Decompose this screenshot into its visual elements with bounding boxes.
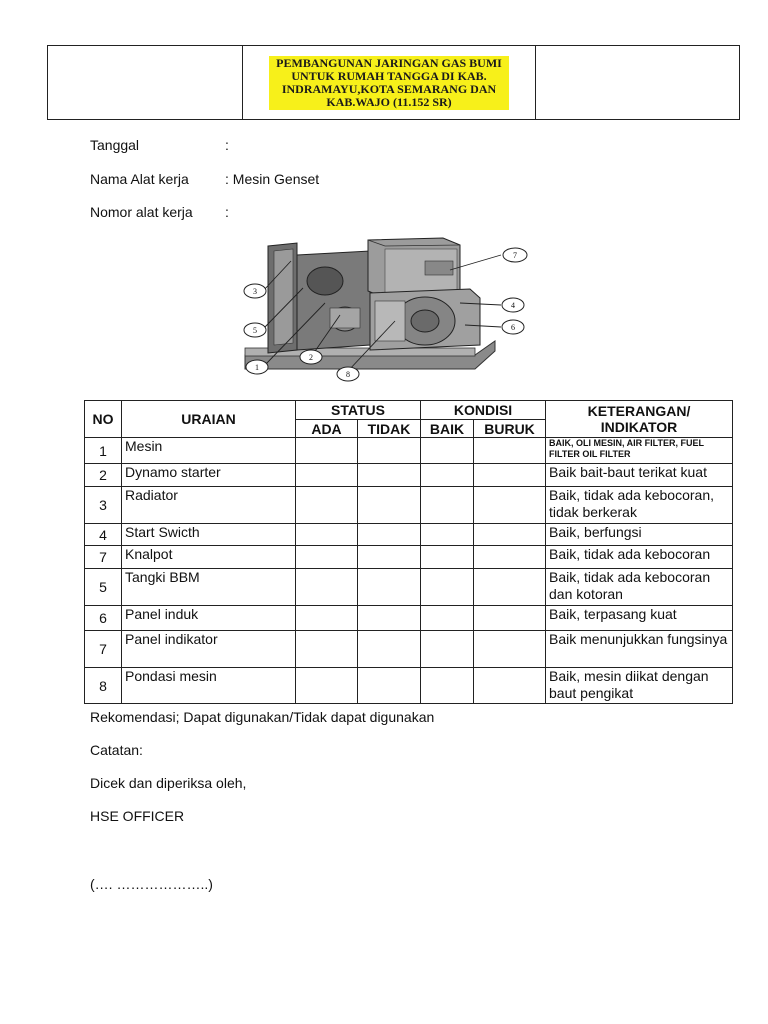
callout-2: 2 xyxy=(309,353,313,362)
row-keterangan: Baik, tidak ada kebocoran xyxy=(546,546,733,569)
kondisi-baik-cell[interactable] xyxy=(421,569,474,606)
row-no: 3 xyxy=(85,487,122,524)
row-keterangan: Baik, tidak ada kebocoran dan kotoran xyxy=(546,569,733,606)
table-row xyxy=(85,631,733,668)
header-baik: BAIK xyxy=(421,420,474,438)
status-tidak-cell[interactable] xyxy=(358,606,421,631)
status-ada-cell[interactable] xyxy=(296,438,358,464)
callout-3: 3 xyxy=(253,287,257,296)
kondisi-baik-cell[interactable] xyxy=(421,631,474,668)
kondisi-baik-cell[interactable] xyxy=(421,438,474,464)
status-tidak-cell[interactable] xyxy=(358,668,421,704)
notes-label: Catatan: xyxy=(90,742,143,758)
row-keterangan: Baik menunjukkan fungsinya xyxy=(546,631,733,668)
header-status: STATUS xyxy=(296,401,421,420)
status-ada-cell[interactable] xyxy=(296,668,358,704)
callout-5: 5 xyxy=(253,326,257,335)
row-no: 4 xyxy=(85,524,122,546)
row-keterangan: Baik bait-baut terikat kuat xyxy=(546,464,733,487)
status-ada-cell[interactable] xyxy=(296,487,358,524)
hse-officer-label: HSE OFFICER xyxy=(90,808,185,824)
row-no: 7 xyxy=(85,546,122,569)
row-uraian: Panel indikator xyxy=(122,631,296,668)
header-keterangan: KETERANGAN/ INDIKATOR xyxy=(546,401,733,438)
row-keterangan: Baik, tidak ada kebocoran, tidak berkerak xyxy=(546,487,733,524)
header-tidak: TIDAK xyxy=(358,420,421,438)
row-no: 5 xyxy=(85,569,122,606)
equipment-name-value: : Mesin Genset xyxy=(225,171,320,187)
row-keterangan: Baik, mesin diikat dengan baut pengikat xyxy=(546,668,733,704)
status-tidak-cell[interactable] xyxy=(358,464,421,487)
row-no: 2 xyxy=(85,464,122,487)
kondisi-baik-cell[interactable] xyxy=(421,464,474,487)
status-tidak-cell[interactable] xyxy=(358,487,421,524)
date-label: Tanggal xyxy=(90,137,140,153)
status-ada-cell[interactable] xyxy=(296,524,358,546)
status-ada-cell[interactable] xyxy=(296,606,358,631)
date-separator: : xyxy=(225,137,229,153)
kondisi-buruk-cell[interactable] xyxy=(474,569,546,606)
row-uraian: Tangki BBM xyxy=(122,569,296,606)
row-uraian: Knalpot xyxy=(122,546,296,569)
status-tidak-cell[interactable] xyxy=(358,546,421,569)
status-tidak-cell[interactable] xyxy=(358,438,421,464)
header-kondisi: KONDISI xyxy=(421,401,546,420)
row-no: 1 xyxy=(85,438,122,464)
callout-4: 4 xyxy=(511,301,515,310)
kondisi-baik-cell[interactable] xyxy=(421,487,474,524)
row-uraian: Start Swicth xyxy=(122,524,296,546)
checked-by-text: Dicek dan diperiksa oleh, xyxy=(90,775,247,791)
table-row xyxy=(85,606,733,631)
kondisi-baik-cell[interactable] xyxy=(421,546,474,569)
row-no: 7 xyxy=(85,631,122,668)
header-title-cell xyxy=(243,46,536,120)
header-buruk: BURUK xyxy=(474,420,546,438)
kondisi-baik-cell[interactable] xyxy=(421,668,474,704)
project-title: PEMBANGUNAN JARINGAN GAS BUMI UNTUK RUMAH TANGGA DI KAB. INDRAMAYU,KOTA SEMARANG DAN KAB.WAJO (11.152 SR) xyxy=(269,56,509,110)
kondisi-buruk-cell[interactable] xyxy=(474,606,546,631)
status-tidak-cell[interactable] xyxy=(358,524,421,546)
table-row xyxy=(85,487,733,524)
row-uraian: Pondasi mesin xyxy=(122,668,296,704)
document-header xyxy=(47,45,740,120)
row-keterangan: Baik, terpasang kuat xyxy=(546,606,733,631)
date-row xyxy=(90,137,229,153)
status-ada-cell[interactable] xyxy=(296,464,358,487)
header-left-cell xyxy=(48,46,243,120)
kondisi-buruk-cell[interactable] xyxy=(474,668,546,704)
row-uraian: Panel induk xyxy=(122,606,296,631)
table-row xyxy=(85,569,733,606)
equipment-name-label: Nama Alat kerja xyxy=(90,171,189,187)
row-uraian: Mesin xyxy=(122,438,296,464)
callout-7: 7 xyxy=(513,251,517,260)
equipment-name-row xyxy=(90,171,319,187)
status-ada-cell[interactable] xyxy=(296,569,358,606)
kondisi-buruk-cell[interactable] xyxy=(474,487,546,524)
row-keterangan: Baik, berfungsi xyxy=(546,524,733,546)
table-row xyxy=(85,438,733,464)
status-tidak-cell[interactable] xyxy=(358,631,421,668)
equipment-number-separator: : xyxy=(225,204,229,220)
status-tidak-cell[interactable] xyxy=(358,569,421,606)
callout-6: 6 xyxy=(511,323,515,332)
row-uraian: Dynamo starter xyxy=(122,464,296,487)
equipment-number-label: Nomor alat kerja xyxy=(90,204,193,220)
inspection-checklist xyxy=(84,400,733,704)
kondisi-buruk-cell[interactable] xyxy=(474,631,546,668)
genset-diagram xyxy=(225,233,545,385)
status-ada-cell[interactable] xyxy=(296,631,358,668)
kondisi-buruk-cell[interactable] xyxy=(474,464,546,487)
kondisi-baik-cell[interactable] xyxy=(421,524,474,546)
table-row xyxy=(85,464,733,487)
header-right-cell xyxy=(536,46,740,120)
callout-1: 1 xyxy=(255,363,259,372)
row-keterangan: BAIK, OLI MESIN, AIR FILTER, FUEL FILTER OIL FILTER xyxy=(549,438,704,459)
table-row xyxy=(85,668,733,704)
row-no: 6 xyxy=(85,606,122,631)
kondisi-buruk-cell[interactable] xyxy=(474,524,546,546)
row-no: 8 xyxy=(85,668,122,704)
header-ada: ADA xyxy=(296,420,358,438)
signature-placeholder: (…. ………………..) xyxy=(90,876,213,892)
status-ada-cell[interactable] xyxy=(296,546,358,569)
equipment-number-row xyxy=(90,204,229,220)
header-uraian: URAIAN xyxy=(122,401,296,438)
table-row xyxy=(85,546,733,569)
kondisi-buruk-cell[interactable] xyxy=(474,546,546,569)
header-no: NO xyxy=(85,401,122,438)
recommendation-text: Rekomendasi; Dapat digunakan/Tidak dapat digunakan xyxy=(90,709,435,725)
kondisi-baik-cell[interactable] xyxy=(421,606,474,631)
kondisi-buruk-cell[interactable] xyxy=(474,438,546,464)
table-row xyxy=(85,524,733,546)
callout-8: 8 xyxy=(346,370,350,379)
row-uraian: Radiator xyxy=(122,487,296,524)
